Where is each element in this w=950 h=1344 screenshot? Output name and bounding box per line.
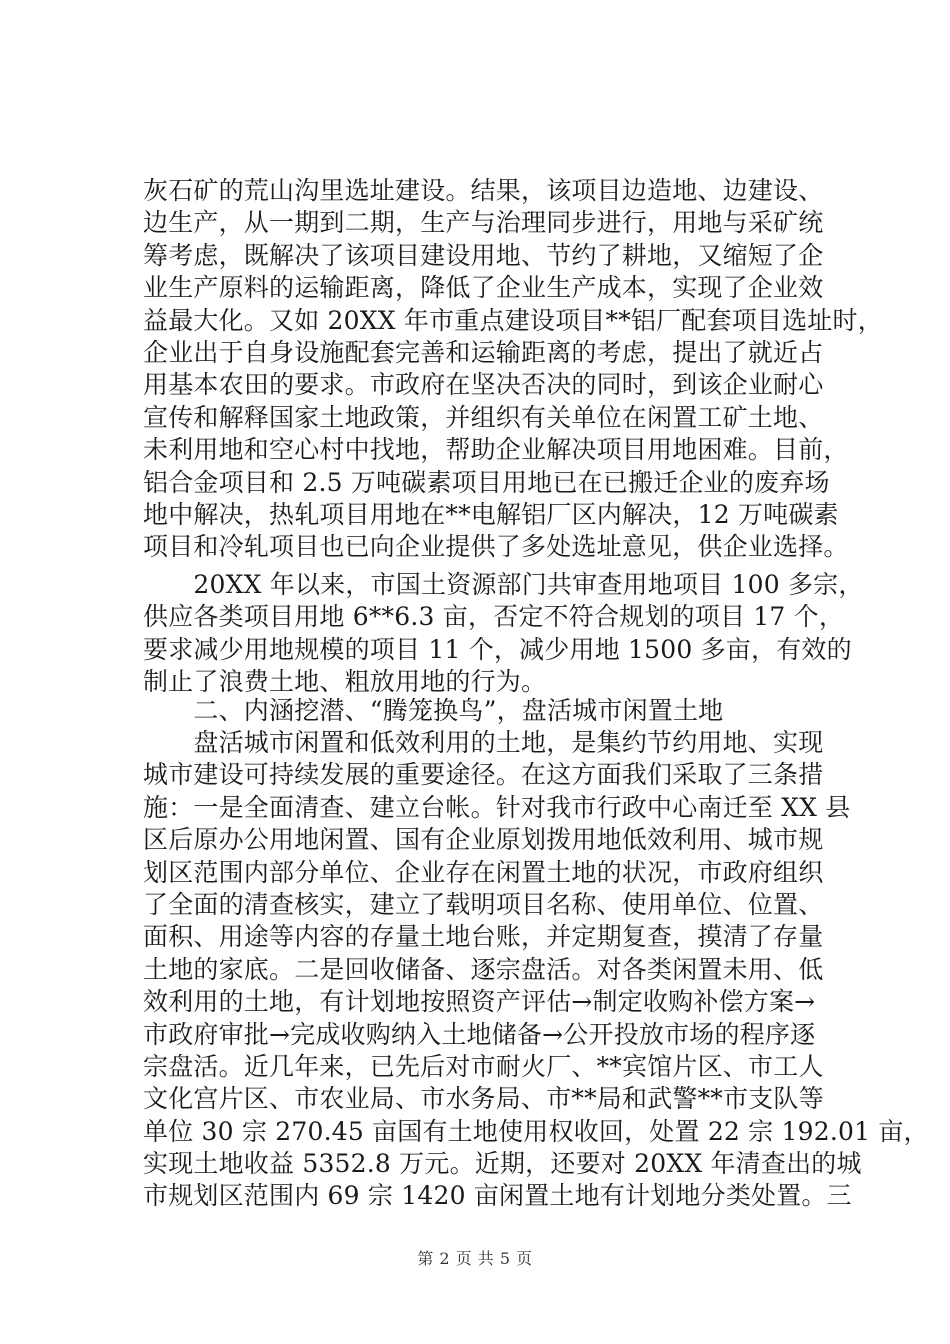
text-line: 企业出于自身设施配套完善和运输距离的考虑，提出了就近占 — [143, 337, 824, 367]
text-line: 项目和冷轧项目也已向企业提供了多处选址意见，供企业选择。 — [143, 532, 849, 562]
text-line: 铝合金项目和 2.5 万吨碳素项目用地已在已搬迁企业的废弃场 — [143, 467, 830, 497]
paragraph-3 — [143, 727, 929, 1213]
page-number-footer: 第 2 页 共 5 页 — [417, 1249, 533, 1268]
text-line: 宣传和解释国家土地政策，并组织有关单位在闲置工矿土地、 — [143, 402, 824, 432]
text-line: 实现土地收益 5352.8 万元。近期，还要对 20XX 年清查出的城 — [143, 1149, 862, 1179]
text-line: 盘活城市闲置和低效利用的土地，是集约节约用地、实现 — [143, 728, 824, 757]
text-line: 地中解决，热轧项目用地在**电解铝厂区内解决，12 万吨碳素 — [143, 499, 839, 529]
text-line: 效利用的土地，有计划地按照资产评估→制定收购补偿方案→ — [143, 987, 816, 1017]
text-line: 未利用地和空心村中找地，帮助企业解决项目用地困难。目前， — [143, 435, 849, 465]
text-line: 宗盘活。近几年来，已先后对市耐火厂、**宾馆片区、市工人 — [143, 1051, 824, 1081]
section-heading-text: 二、内涵挖潜、“腾笼换鸟”，盘活城市闲置土地 — [143, 696, 724, 725]
text-line: 区后原办公用地闲置、国有企业原划拨用地低效利用、城市规 — [143, 825, 824, 855]
section-heading — [143, 695, 823, 727]
text-line: 单位 30 宗 270.45 亩国有土地使用权收回，处置 22 宗 192.01 亩， — [143, 1116, 929, 1146]
text-line: 用基本农田的要求。市政府在坚决否决的同时，到该企业耐心 — [143, 370, 824, 400]
text-line: 文化宫片区、市农业局、市水务局、市**局和武警**市支队等 — [143, 1084, 824, 1114]
paragraph-2 — [143, 569, 864, 699]
text-line: 划区范围内部分单位、企业存在闲置土地的状况，市政府组织 — [143, 857, 824, 887]
text-line: 益最大化。又如 20XX 年市重点建设项目**铝厂配套项目选址时， — [143, 305, 883, 335]
text-line: 灰石矿的荒山沟里选址建设。结果，该项目边造地、边建设、 — [143, 176, 824, 205]
text-line: 20XX 年以来，市国土资源部门共审查用地项目 100 多宗， — [143, 570, 864, 599]
text-line: 供应各类项目用地 6**6.3 亩，否定不符合规划的项目 17 个， — [143, 602, 845, 632]
text-line: 施：一是全面清查、建立台帐。针对我市行政中心南迁至 XX 县 — [143, 792, 851, 822]
paragraph-1 — [143, 175, 883, 564]
text-line: 业生产原料的运输距离，降低了企业生产成本，实现了企业效 — [143, 273, 824, 303]
text-line: 城市建设可持续发展的重要途径。在这方面我们采取了三条措 — [143, 760, 824, 790]
text-line: 市规划区范围内 69 宗 1420 亩闲置土地有计划地分类处置。三 — [143, 1181, 852, 1211]
text-line: 筹考虑，既解决了该项目建设用地、节约了耕地，又缩短了企 — [143, 240, 824, 270]
text-line: 面积、用途等内容的存量土地台账，并定期复查，摸清了存量 — [143, 922, 824, 952]
text-line: 边生产，从一期到二期，生产与治理同步进行，用地与采矿统 — [143, 208, 824, 238]
text-line: 了全面的清查核实，建立了载明项目名称、使用单位、位置、 — [143, 889, 824, 919]
text-line: 市政府审批→完成收购纳入土地储备→公开投放市场的程序逐 — [143, 1019, 816, 1049]
text-line: 土地的家底。二是回收储备、逐宗盘活。对各类闲置未用、低 — [143, 954, 824, 984]
text-line: 要求减少用地规模的项目 11 个，减少用地 1500 多亩，有效的 — [143, 634, 852, 664]
text-line: 制止了浪费土地、粗放用地的行为。 — [143, 667, 547, 697]
